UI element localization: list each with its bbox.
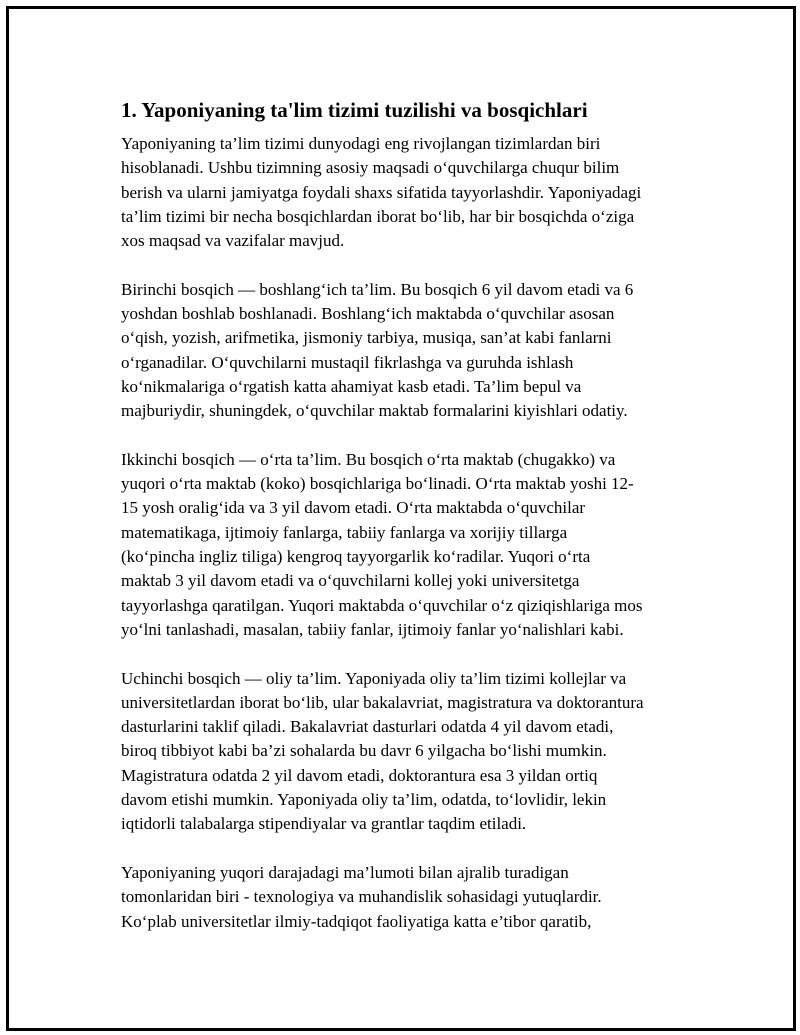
- text-line: majburiydir, shuningdek, o‘quvchilar maktab formalarini kiyishlari odatiy.: [121, 401, 628, 421]
- text-line: davom etishi mumkin. Yaponiyada oliy ta’lim, odatda, to‘lovlidir, lekin: [121, 790, 607, 810]
- text-line: dasturlarini taklif qiladi. Bakalavriat dasturlari odatda 4 yil davom etadi,: [121, 717, 614, 737]
- text-line: yoshdan boshlab boshlanadi. Boshlang‘ich maktabda o‘quvchilar asosan: [121, 304, 615, 324]
- text-line: yuqori o‘rta maktab (koko) bosqichlariga bo‘linadi. O‘rta maktab yoshi 12-: [121, 474, 634, 494]
- text-line: o‘qish, yozish, arifmetika, jismoniy tarbiya, musiqa, san’at kabi fanlarni: [121, 328, 612, 348]
- text-line: Ikkinchi bosqich — o‘rta ta’lim. Bu bosqich o‘rta maktab (chugakko) va: [121, 449, 616, 469]
- page-frame: [6, 6, 796, 1031]
- paragraph-primary-education: [121, 278, 701, 424]
- text-line: xos maqsad va vazifalar mavjud.: [121, 231, 345, 251]
- text-line: biroq tibbiyot kabi ba’zi sohalarda bu davr 6 yilgacha bo‘lishi mumkin.: [121, 741, 607, 761]
- paragraph-intro: [121, 132, 701, 253]
- text-line: iqtidorli talabalarga stipendiyalar va grantlar taqdim etiladi.: [121, 814, 527, 834]
- text-line: o‘rganadilar. O‘quvchilarni mustaqil fikrlashga va guruhda ishlash: [121, 352, 574, 372]
- text-line: yo‘lni tanlashadi, masalan, tabiiy fanlar, ijtimoiy fanlar yo‘nalishlari kabi.: [121, 619, 624, 639]
- text-line: 15 yosh oralig‘ida va 3 yil davom etadi. O‘rta maktabda o‘quvchilar: [121, 498, 586, 518]
- text-line: Ko‘plab universitetlar ilmiy-tadqiqot faoliyatiga katta e’tibor qaratib,: [121, 911, 592, 931]
- text-line: universitetlardan iborat bo‘lib, ular bakalavriat, magistratura va doktorantura: [121, 692, 644, 712]
- text-line: (ko‘pincha ingliz tiliga) kengroq tayyorgarlik ko‘radilar. Yuqori o‘rta: [121, 547, 591, 567]
- text-line: maktab 3 yil davom etadi va o‘quvchilarni kollej yoki universitetga: [121, 571, 580, 591]
- text-line: tomonlaridan biri - texnologiya va muhandislik sohasidagi yutuqlardir.: [121, 887, 602, 907]
- text-line: matematikaga, ijtimoiy fanlarga, tabiiy fanlarga va xorijiy tillarga: [121, 522, 568, 542]
- text-line: Birinchi bosqich — boshlang‘ich ta’lim. Bu bosqich 6 yil davom etadi va 6: [121, 279, 634, 299]
- text-line: ta’lim tizimi bir necha bosqichlardan iborat bo‘lib, har bir bosqichda o‘ziga: [121, 206, 635, 226]
- paragraph-technology: [121, 861, 701, 934]
- text-line: Yaponiyaning yuqori darajadagi ma’lumoti bilan ajralib turadigan: [121, 862, 569, 882]
- text-line: Magistratura odatda 2 yil davom etadi, doktorantura esa 3 yildan ortiq: [121, 765, 598, 785]
- text-line: berish va ularni jamiyatga foydali shaxs sifatida tayyorlashdir. Yaponiyadagi: [121, 182, 642, 202]
- text-line: Yaponiyaning ta’lim tizimi dunyodagi eng rivojlangan tizimlardan biri: [121, 134, 601, 153]
- document-body: [121, 97, 701, 958]
- paragraph-secondary-education: [121, 448, 701, 642]
- text-line: Uchinchi bosqich — oliy ta’lim. Yaponiyada oliy ta’lim tizimi kollejlar va: [121, 668, 627, 688]
- section-heading: 1. Yaponiyaning ta'lim tizimi tuzilishi va bosqichlari: [121, 98, 588, 122]
- text-line: hisoblanadi. Ushbu tizimning asosiy maqsadi o‘quvchilarga chuqur bilim: [121, 158, 620, 178]
- text-line: tayyorlashga qaratilgan. Yuqori maktabda o‘quvchilar o‘z qiziqishlariga mos: [121, 595, 643, 615]
- text-line: ko‘nikmalariga o‘rgatish katta ahamiyat kasb etadi. Ta’lim bepul va: [121, 376, 582, 396]
- paragraph-higher-education: [121, 667, 701, 837]
